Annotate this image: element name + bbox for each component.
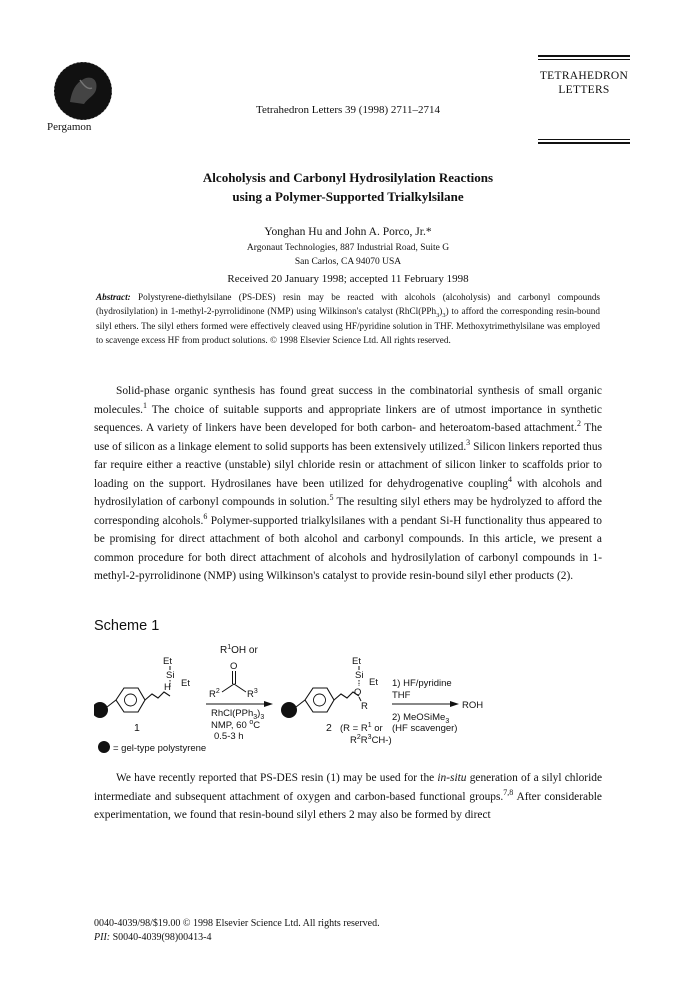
- affiliation: [0, 242, 696, 269]
- scheme-heading: Scheme 1: [94, 618, 160, 634]
- svg-text:(R = R1 or: [340, 722, 383, 734]
- journal-name-line2: LETTERS: [558, 84, 610, 96]
- r3-label: R: [247, 689, 254, 700]
- benzene-ring-2-icon: [305, 688, 334, 712]
- svg-text:R2: [209, 688, 220, 700]
- scheme-legend: = gel-type polystyrene: [113, 743, 207, 754]
- masthead-rule-bottom-thin: [538, 139, 630, 140]
- svg-text:R1OH or: [220, 644, 258, 656]
- r3-sup: 3: [253, 688, 258, 695]
- body-paragraph-2: [94, 769, 602, 825]
- body-paragraph-1: [94, 382, 602, 586]
- abstract-sub-a: 3: [436, 312, 440, 320]
- r1-prefix: R: [220, 645, 228, 656]
- conditions-1-prefix: NMP, 60: [211, 720, 250, 731]
- masthead-rule-top-thin: [538, 59, 630, 60]
- p2-italic: in-situ: [437, 772, 467, 784]
- catalyst-close: ): [257, 708, 261, 719]
- journal-name: [538, 69, 630, 97]
- product-note-1a: (R = R: [340, 723, 368, 734]
- conditions-1-deg: o: [249, 719, 254, 726]
- abstract-label: Abstract:: [96, 292, 131, 302]
- abstract-sub-b: 3: [442, 312, 446, 320]
- footer-copyright: 0040-4039/98/$19.00 © 1998 Elsevier Science Ltd. All rights reserved.: [94, 918, 380, 929]
- p1-text-7: Polymer-supported trialkylsilanes with a pendant Si-H functionality thus appeared to be promising for direct attachment of both alcohol and carbonyl compounds. In this article, we present a common procedure for both direct attachment of alcohols and hydrosilylation of carbonyl compounds in 1-methyl-2-pyrrolidinone (NMP) using Wilkinson's catalyst to provide resin-bound silyl ether products (2).: [94, 514, 602, 582]
- p1-ref-3: 3: [466, 437, 471, 447]
- compound-2-number: 2: [326, 722, 332, 734]
- footer-pii: [94, 932, 212, 943]
- et-label-1a: Et: [163, 656, 172, 667]
- legend-bead-icon: [98, 741, 110, 753]
- product-note-2b: 2: [356, 734, 361, 741]
- p1-ref-2: 2: [576, 419, 581, 429]
- step-1: 1) HF/pyridine: [392, 678, 452, 689]
- et-label-1b: Et: [181, 678, 190, 689]
- product-note-2a: R: [350, 735, 357, 746]
- r2-sup: 2: [215, 688, 220, 695]
- p1-ref-4: 4: [508, 474, 512, 484]
- p1-ref-5: 5: [329, 493, 334, 503]
- abstract-text-a: Polystyrene-diethylsilane (PS-DES) resin may be reacted with alcohols (alcoholysis) and carbonyl compounds (hydrosilylation) in 1-methyl-2-pyrrolidinone (NMP) using Wilkinson's catalyst (RhCl(PPh: [96, 292, 600, 317]
- p1-text-1: Solid-phase organic synthesis has found great success in the combinatorial synthesis of small organic molecules.: [94, 385, 602, 416]
- catalyst-sub-1: 3: [253, 714, 258, 721]
- catalyst-sub-2: 3: [260, 714, 265, 721]
- svg-text:R2R3CH-): [350, 734, 392, 746]
- received-dates: Received 20 January 1998; accepted 11 February 1998: [227, 273, 469, 285]
- journal-masthead: [538, 55, 630, 146]
- p1-text-5: with alcohols and hydrosilylation of carbonyl compounds in solution.: [94, 477, 602, 508]
- p1-text-4: Silicon linkers reported thus far require either a reactive (unstable) silyl chloride resin or attachment of silicon linker to scaffolds prior to loading on the support. Hydrosilanes have been utilized for dehydrogenative coupling: [94, 440, 603, 490]
- et-label-2a: Et: [352, 656, 361, 667]
- polystyrene-bead-2-icon: [281, 702, 297, 718]
- p2-ref-1: 7,8: [503, 787, 514, 797]
- step-2-prefix: 2) MeOSiMe: [392, 712, 446, 723]
- product-note-2e: CH-): [371, 735, 392, 746]
- benzene-ring-1-icon: [116, 688, 145, 712]
- step-1-solvent: THF: [392, 690, 411, 701]
- p2-text-2: generation of a silyl chloride intermediate and subsequent attachment of oxygen and carbon-based functional groups.: [94, 772, 603, 803]
- h-label: H: [164, 682, 171, 693]
- et-label-2b: Et: [369, 677, 378, 688]
- masthead-rule-top: [538, 55, 630, 57]
- ether-o-label: O: [354, 687, 362, 698]
- r-label: R: [361, 701, 368, 712]
- p1-text-2: The choice of suitable supports and appropriate linkers are of utmost importance in synthetic sequences. A variety of linkers have been developed for both carbon- and heteroatom-based attachment.: [94, 403, 602, 434]
- svg-text:R3: [247, 688, 258, 700]
- carbonyl-o-label: O: [230, 661, 238, 672]
- step-2-note: (HF scavenger): [392, 723, 458, 734]
- conditions-2: 0.5-3 h: [214, 731, 244, 742]
- abstract-text-c: ) to afford the corresponding resin-bound silyl ethers. The silyl ethers formed were effectively cleaved using HF/pyridine solution in THF. Methoxytrimethylsilane was employed to scavenge excess HF from product solutions. © 1998 Elsevier Science Ltd. All rights reserved.: [96, 306, 600, 346]
- title-line1: Alcoholysis and Carbonyl Hydrosilylation Reactions: [202, 170, 494, 185]
- affiliation-line1: Argonaut Technologies, 887 Industrial Road, Suite G: [246, 243, 450, 253]
- p1-text-3: The use of silicon as a linkage element to solid supports has been extensively utilized.: [94, 422, 602, 453]
- pii-label: PII:: [94, 932, 111, 943]
- polystyrene-bead-icon: [94, 702, 108, 718]
- abstract-text-b: ): [439, 306, 443, 317]
- conditions-1-suffix: C: [253, 720, 261, 731]
- p1-ref-1: 1: [143, 400, 148, 410]
- catalyst-prefix: RhCl(PPh: [211, 708, 254, 719]
- r2-label: R: [209, 689, 216, 700]
- p1-text-6: The resulting silyl ethers may be hydrolyzed to afford the corresponding alcohols.: [94, 496, 602, 527]
- masthead-rule-bottom: [538, 142, 630, 144]
- p2-text-1: We have recently reported that PS-DES resin (1) may be used for the: [116, 772, 438, 784]
- step-2-sub: 3: [445, 718, 450, 725]
- journal-citation: Tetrahedron Letters 39 (1998) 2711–2714: [256, 104, 440, 116]
- product-note-2d: 3: [367, 734, 372, 741]
- product-note-1b: 1: [367, 722, 372, 729]
- p2-text-3: After considerable experimentation, we found that resin-bound silyl ethers 2 may also be formed by direct: [94, 790, 602, 821]
- si-label-1: Si: [166, 670, 175, 681]
- pii-value: S0040-4039(98)00413-4: [110, 932, 212, 943]
- publisher-name: Pergamon: [47, 121, 92, 133]
- final-product: ROH: [462, 700, 484, 711]
- journal-name-line1: TETRAHEDRON: [539, 70, 629, 82]
- abstract: [96, 290, 600, 348]
- p1-ref-6: 6: [203, 511, 208, 521]
- title-line2: using a Polymer-Supported Trialkylsilane: [232, 189, 464, 204]
- affiliation-line2: San Carlos, CA 94070 USA: [294, 256, 402, 267]
- product-note-2c: R: [360, 735, 368, 746]
- si-label-2: Si: [355, 670, 364, 681]
- r1-sup: 1: [227, 644, 232, 651]
- svg-text:NMP, 60 oC: [211, 719, 260, 731]
- product-note-1c: or: [371, 723, 383, 734]
- r1-suffix: OH or: [231, 645, 258, 656]
- compound-1-number: 1: [134, 722, 140, 734]
- article-title: [0, 168, 696, 206]
- reaction-scheme: [94, 640, 614, 755]
- authors: Yonghan Hu and John A. Porco, Jr.*: [264, 226, 432, 238]
